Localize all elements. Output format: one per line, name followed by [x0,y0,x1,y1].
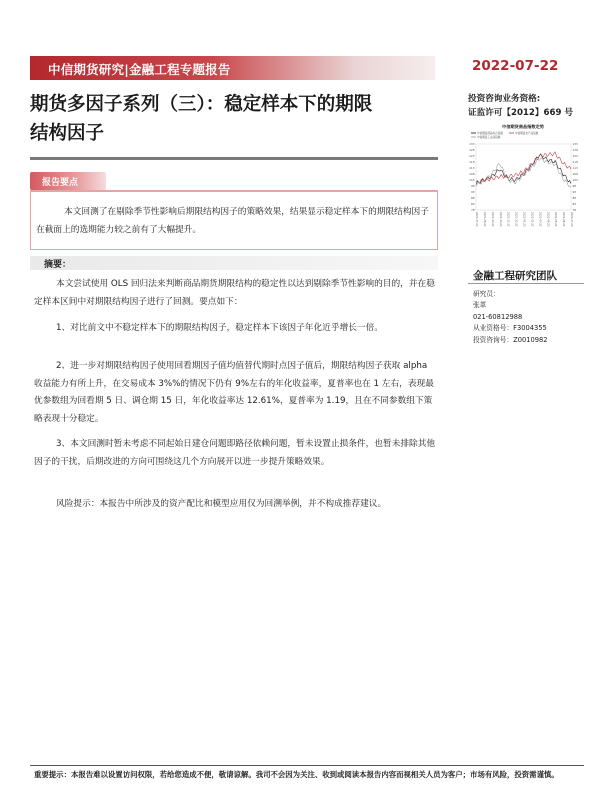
x-tick-label: 2022-03-22 [538,212,542,227]
header-banner [30,56,435,80]
y-tick-label-right: 123 [572,154,578,158]
x-tick-label: 2022-01-22 [522,212,526,227]
x-tick-label: 2022-04-22 [546,212,550,227]
y-tick-label: 78 [470,208,475,212]
commodity-index-chart [463,122,583,244]
y-tick-label: 133 [469,142,475,146]
license-line-2: 证监许可【2012】669 号 [468,108,574,118]
team-divider [468,283,584,284]
summary-tag-label: 报告要点 [42,178,79,188]
summary-text: 本文回测了在剔除季节性影响后期限结构因子的策略效果，结果显示稳定样本下的期限结构因子在截面上的选期能力较之前有了大幅提升。 [36,207,429,235]
y-tick-label-right: 88 [572,196,577,200]
abstract-paragraph-3: 2、进一步对期限结构因子使用回看期因子值均值替代期时点因子值后，期限结构因子获取 alpha 收益能力有所上升，在交易成本 3%%的情况下仍有 9%左右的年化收益率，夏普率也在 1 左右，表现最优参数组为回看期 5 日、调仓期 15 日，年化收益率达 12.61%，夏普率为 1.19，且在不同参数组下策略表现十分稳定。 [34,361,434,424]
abstract-paragraph-2: 1、对比前文中不稳定样本下的期限结构因子，稳定样本下该因子年化近乎增长一倍。 [56,323,383,333]
y-tick-label: 88 [470,196,475,200]
y-tick-label: 128 [469,148,475,152]
y-tick-label-right: 98 [572,184,577,188]
license-block [468,92,573,120]
y-tick-label: 123 [469,154,475,158]
title-line-2: 结构因子 [30,123,105,144]
x-tick-label: 2022-02-22 [530,212,534,227]
team-info [473,289,548,346]
abstract-paragraph-4: 3、本文回测时暂未考虑不同起始日建仓问题即路径依赖问题，暂未设置止损条件，也暂未排除其他因子的干扰，后期改进的方向可围绕这几个方向展开以进一步提升策略效果。 [34,439,436,467]
page-title [30,90,445,148]
license-line-1: 投资咨询业务资格: [468,94,541,104]
legend-label: 中信期货工业品指数 [477,136,501,139]
y-tick-label-right: 103 [572,178,578,182]
y-tick-label-right: 78 [572,208,577,212]
abstract-paragraph-1: 本文尝试使用 OLS 回归法来判断商品期货期限结构的稳定性以达到剔除季节性影响的目的，并在稳定样本区间中对期限结构因子进行了回测。要点如下： [34,279,435,307]
y-tick-label: 118 [469,160,475,164]
y-tick-label-right: 93 [572,190,577,194]
abstract-label-bar [30,256,438,270]
y-tick-label: 108 [469,172,475,176]
y-tick-label-right: 128 [572,148,578,152]
risk-warning: 风险提示：本报告中所涉及的资产配比和模型应用仅为回溯举例，并不构成推荐建议。 [56,499,387,509]
y-tick-label-right: 108 [572,172,578,176]
y-tick-label-right: 118 [572,160,578,164]
y-tick-label: 103 [469,178,475,182]
y-tick-label: 83 [470,202,475,206]
chart-title: 中信期货商品指数走势 [502,124,544,129]
x-tick-label: 2021-08-22 [482,212,486,227]
researcher-phone: 021-60812988 [473,312,523,321]
researcher-advisory: 投资咨询号：Z0010982 [473,335,548,344]
team-title: 金融工程研究团队 [473,270,557,282]
x-tick-label: 2022-07-22 [570,212,573,227]
footer-divider [30,765,584,766]
title-divider [30,157,438,160]
x-tick-label: 2021-10-22 [498,212,502,227]
y-tick-label: 113 [469,166,475,170]
x-tick-label: 2022-05-22 [554,212,558,227]
y-tick-label-right: 113 [572,166,578,170]
x-tick-label: 2021-11-22 [506,212,510,227]
x-tick-label: 2021-12-22 [514,212,518,227]
footer-disclaimer: 重要提示：本报告难以设置访问权限，若给您造成不便，敬请谅解。我司不会因为关注、收到或阅读本报告内容而视相关人员为客户；市场有风险，投资需谨慎。 [34,770,559,779]
x-tick-label: 2021-09-22 [490,212,494,227]
y-tick-label-right: 133 [572,142,578,146]
banner-title: 中信期货研究|金融工程专题报告 [48,62,231,77]
x-tick-label: 2021-07-22 [475,212,478,227]
researcher-qualification: 从业资格号：F3004355 [473,324,547,333]
researcher-name: 张革 [473,301,487,310]
legend-label: 中信期货农产品指数 [515,132,539,135]
x-tick-label: 2022-06-22 [562,212,566,227]
report-date: 2022-07-22 [472,58,559,74]
y-tick-label-right: 83 [572,202,577,206]
legend-label: 中信期货商品综合指数 [477,132,503,135]
researcher-label: 研究员： [473,290,500,298]
summary-tag [30,172,106,190]
title-line-1: 期货多因子系列（三）：稳定样本下的期限 [30,94,373,115]
series-line [476,158,571,187]
series-line [476,154,571,185]
abstract-label: 摘要： [44,260,72,270]
y-tick-label: 93 [470,190,475,194]
y-tick-label: 98 [470,184,475,188]
